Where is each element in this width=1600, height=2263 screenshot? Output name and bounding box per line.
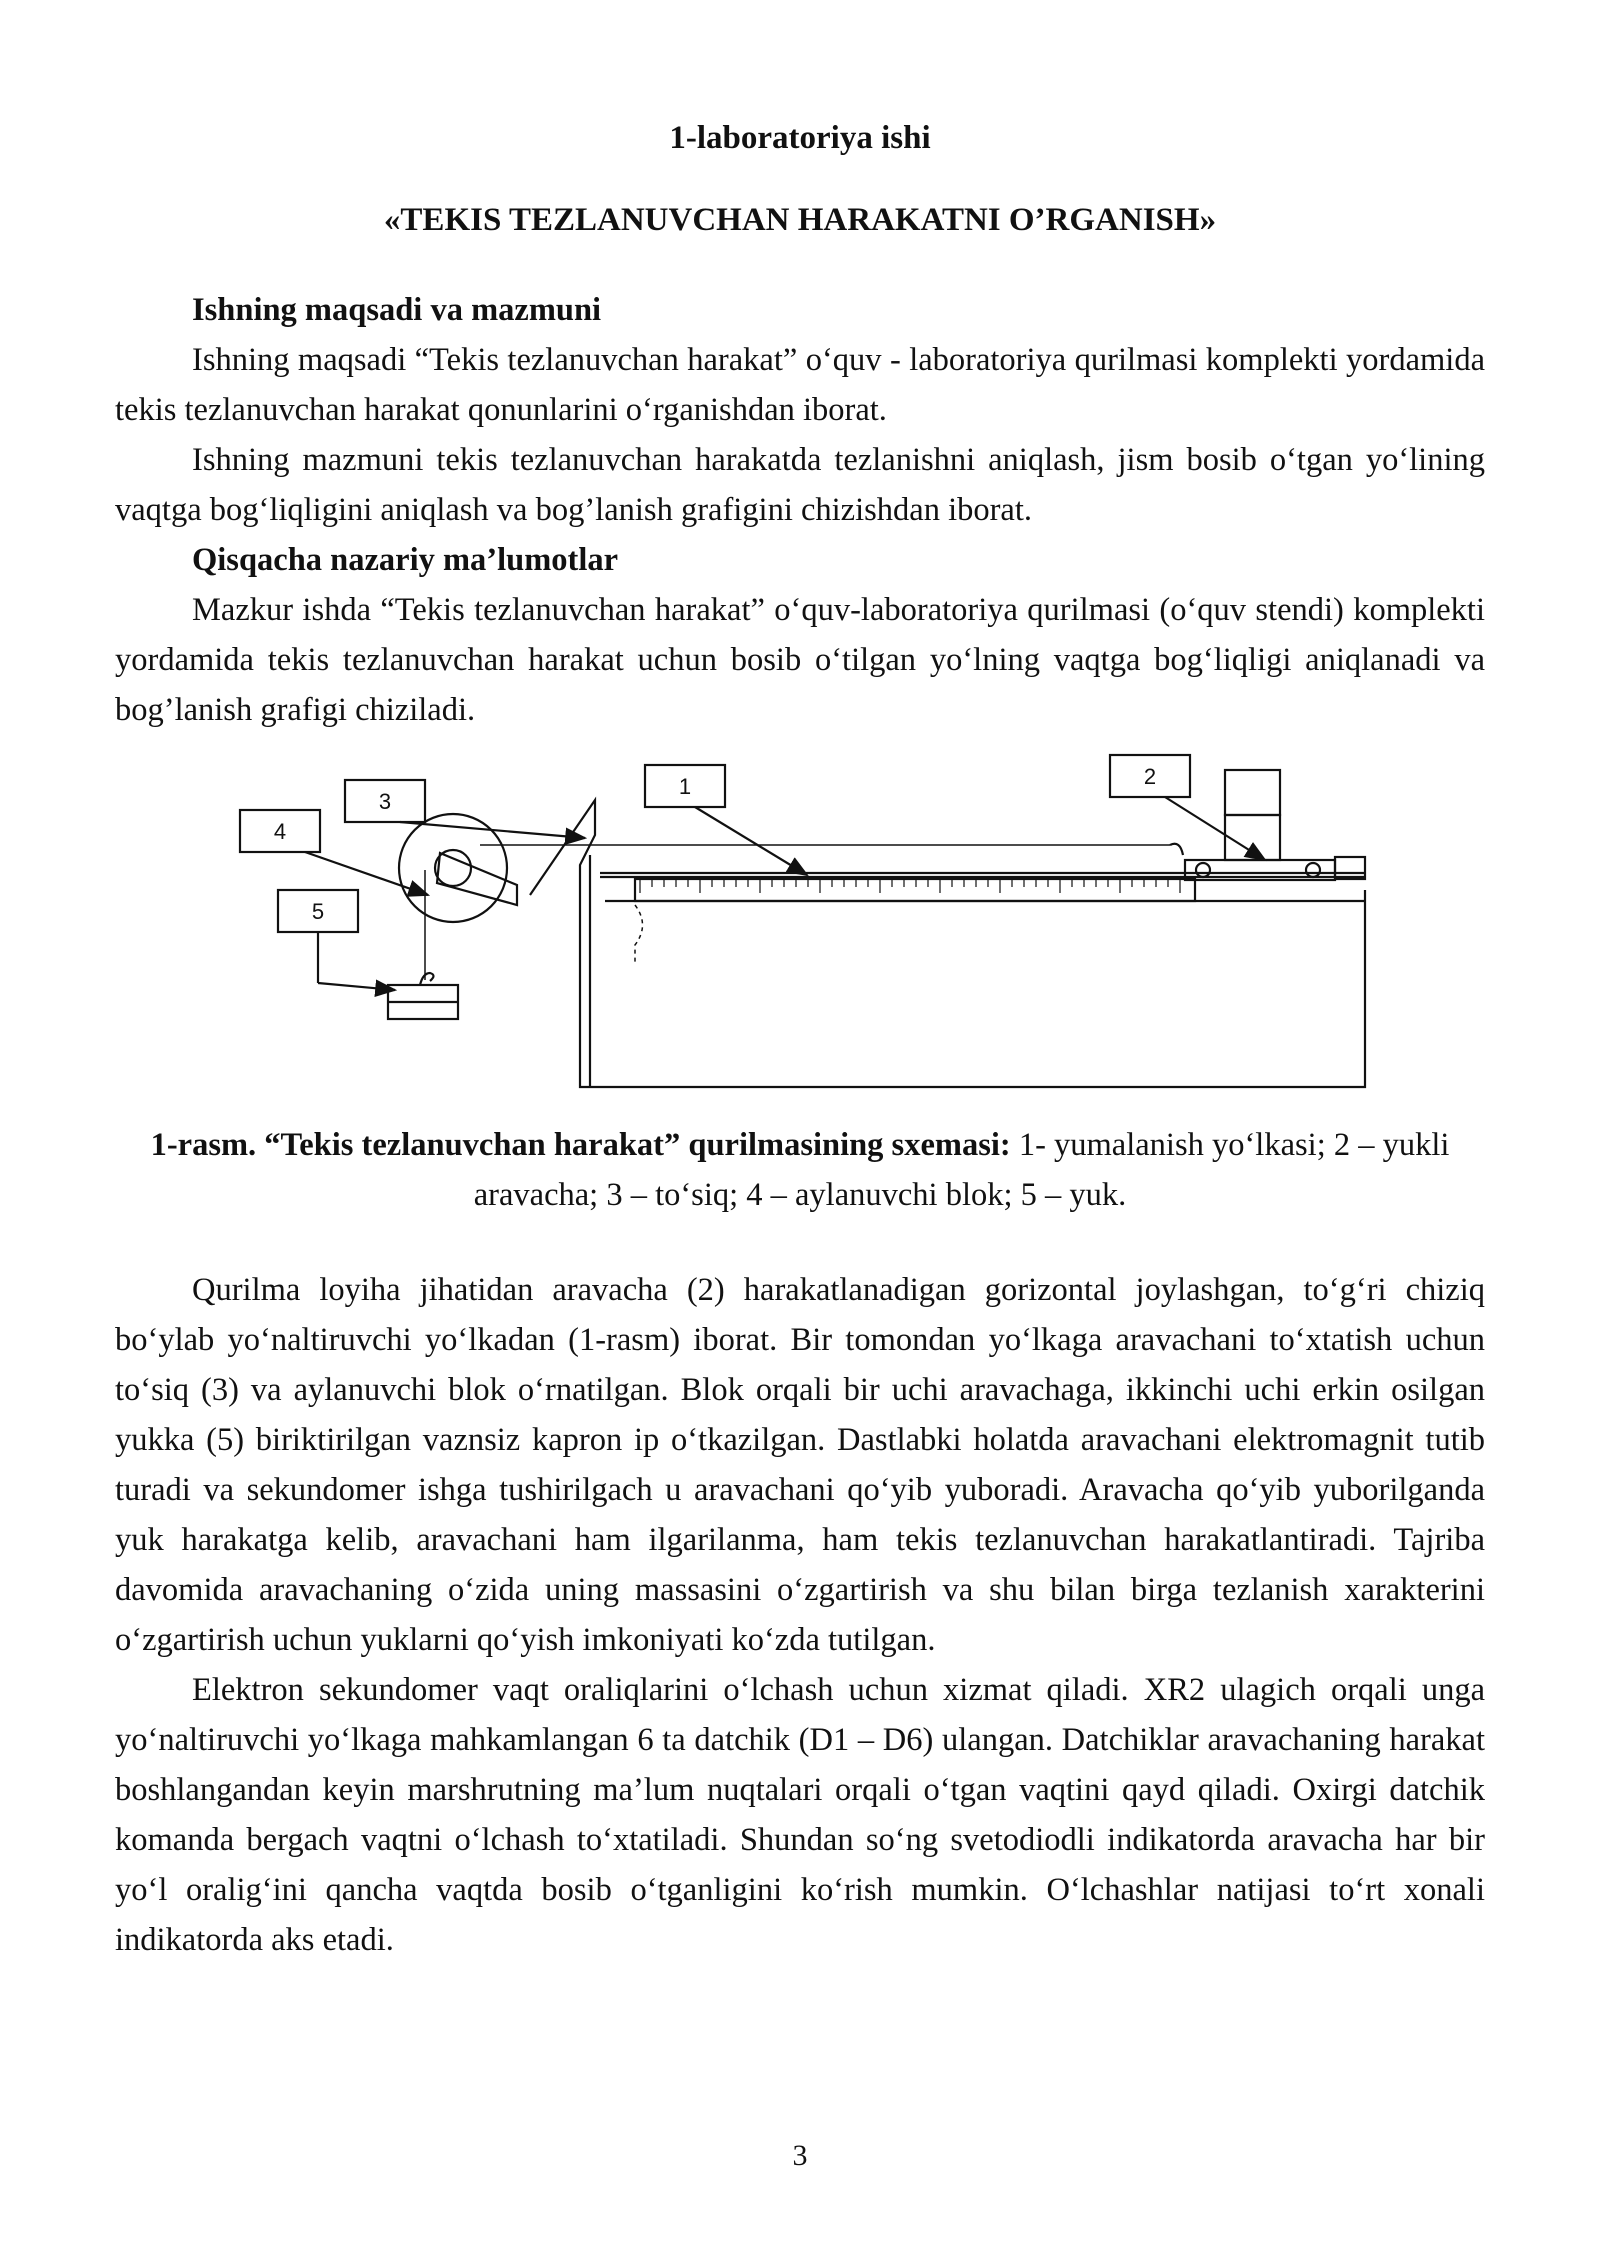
section-heading-purpose: Ishning maqsadi va mazmuni xyxy=(192,292,602,328)
leader-4 xyxy=(305,852,428,895)
document-title: «TEKIS TEZLANUVCHAN HARAKATNI O’RGANISH» xyxy=(383,202,1217,238)
figure-label-3: 3 xyxy=(378,789,392,814)
page-number: 3 xyxy=(792,2139,808,2172)
leader-3 xyxy=(400,822,585,838)
purpose-paragraph: Ishning maqsadi “Tekis tezlanuvchan harakat” o‘quv - laboratoriya qurilmasi komplekti yordamida tekis tezlanuvchan harakat qonunlarini o‘rganishdan iborat. xyxy=(115,342,1485,428)
lab-title: 1-laboratoriya ishi xyxy=(669,120,931,156)
theory-paragraph: Mazkur ishda “Tekis tezlanuvchan harakat” o‘quv-laboratoriya qurilmasi (o‘quv stendi) komplekti yordamida tekis tezlanuvchan harakat uchun bosib o‘tilgan yo‘lning vaqtga bog‘liqligi aniqlanadi va bog’lanish grafigi chiziladi. xyxy=(115,592,1485,728)
content-paragraph: Ishning mazmuni tekis tezlanuvchan harakatda tezlanishni aniqlash, jism bosib o‘tgan yo‘lining vaqtga bog‘liqligini aniqlash va bog’lanish grafigini chizishdan iborat. xyxy=(115,442,1485,528)
leader-2 xyxy=(1165,797,1265,860)
figure-label-5: 5 xyxy=(311,899,325,924)
figure-label-1: 1 xyxy=(678,774,692,799)
section-heading-theory: Qisqacha nazariy ma’lumotlar xyxy=(192,542,619,578)
sensor-wire xyxy=(635,905,643,965)
figure-label-4: 4 xyxy=(273,819,287,844)
ruler xyxy=(635,879,1195,901)
cart-load-top xyxy=(1225,770,1280,815)
body-paragraph-2: Elektron sekundomer vaqt oraliqlarini o‘lchash uchun xizmat qiladi. XR2 ulagich orqali unga yo‘naltiruvchi yo‘lkaga mahkamlangan 6 ta datchik (D1 – D6) ulangan. Datchiklar aravachaning harakat boshlangandan keyin marshrutning ma’lum nuqtalari orqali o‘tgan vaqtini qayd qiladi. Oxirgi datchik komanda bergach vaqtni o‘lchash to‘xtatiladi. Shundan so‘ng svetodiodli indikatorda aravacha har bir yo‘l oralig‘ini qancha vaqtda bosib o‘tganligini ko‘rish mumkin. O‘lchashlar natijasi to‘rt xonali indikatorda aks etadi. xyxy=(115,1672,1485,1958)
body-paragraph-1: Qurilma loyiha jihatidan aravacha (2) harakatlanadigan gorizontal joylashgan, to‘g‘ri chiziq bo‘ylab yo‘naltiruvchi yo‘lkadan (1-rasm) iborat. Bir tomondan yo‘lkaga aravachani to‘xtatish uchun to‘siq (3) va aylanuvchi blok o‘rnatilgan. Blok orqali bir uchi aravachaga, ikkinchi uchi erkin osilgan yukka (5) biriktirilgan vaznsiz kapron ip o‘tkazilgan. Dastlabki holatda aravachani elektromagnit tutib turadi va sekundomer ishga tushirilgach u aravachani qo‘yib yuboradi. Aravacha qo‘yib yuborilganda yuk harakatga kelib, aravachani ham ilgarilanma, ham tekis tezlanuvchan harakatlantiradi. Tajriba davomida aravachaning o‘zida uning massasini o‘zgartirish va shu bilan birga tezlanish xarakterini o‘zgartirish uchun yuklarni qo‘yish imkoniyati ko‘zda tutilgan. xyxy=(115,1272,1485,1658)
pulley-arm xyxy=(437,853,517,905)
intro-section xyxy=(115,285,1485,735)
apparatus-diagram xyxy=(225,745,1375,1095)
body-section xyxy=(115,1265,1485,1965)
leader-1 xyxy=(695,807,807,875)
figure-caption-text: 1- yumalanish yo‘lkasi; 2 – yukli aravacha; 3 – to‘siq; 4 – aylanuvchi blok; 5 – yuk. xyxy=(473,1127,1450,1213)
figure-label-2: 2 xyxy=(1143,764,1157,789)
figure-caption xyxy=(115,1120,1485,1220)
figure-caption-bold: 1-rasm. “Tekis tezlanuvchan harakat” qurilmasining sxemasi: xyxy=(150,1127,1011,1163)
